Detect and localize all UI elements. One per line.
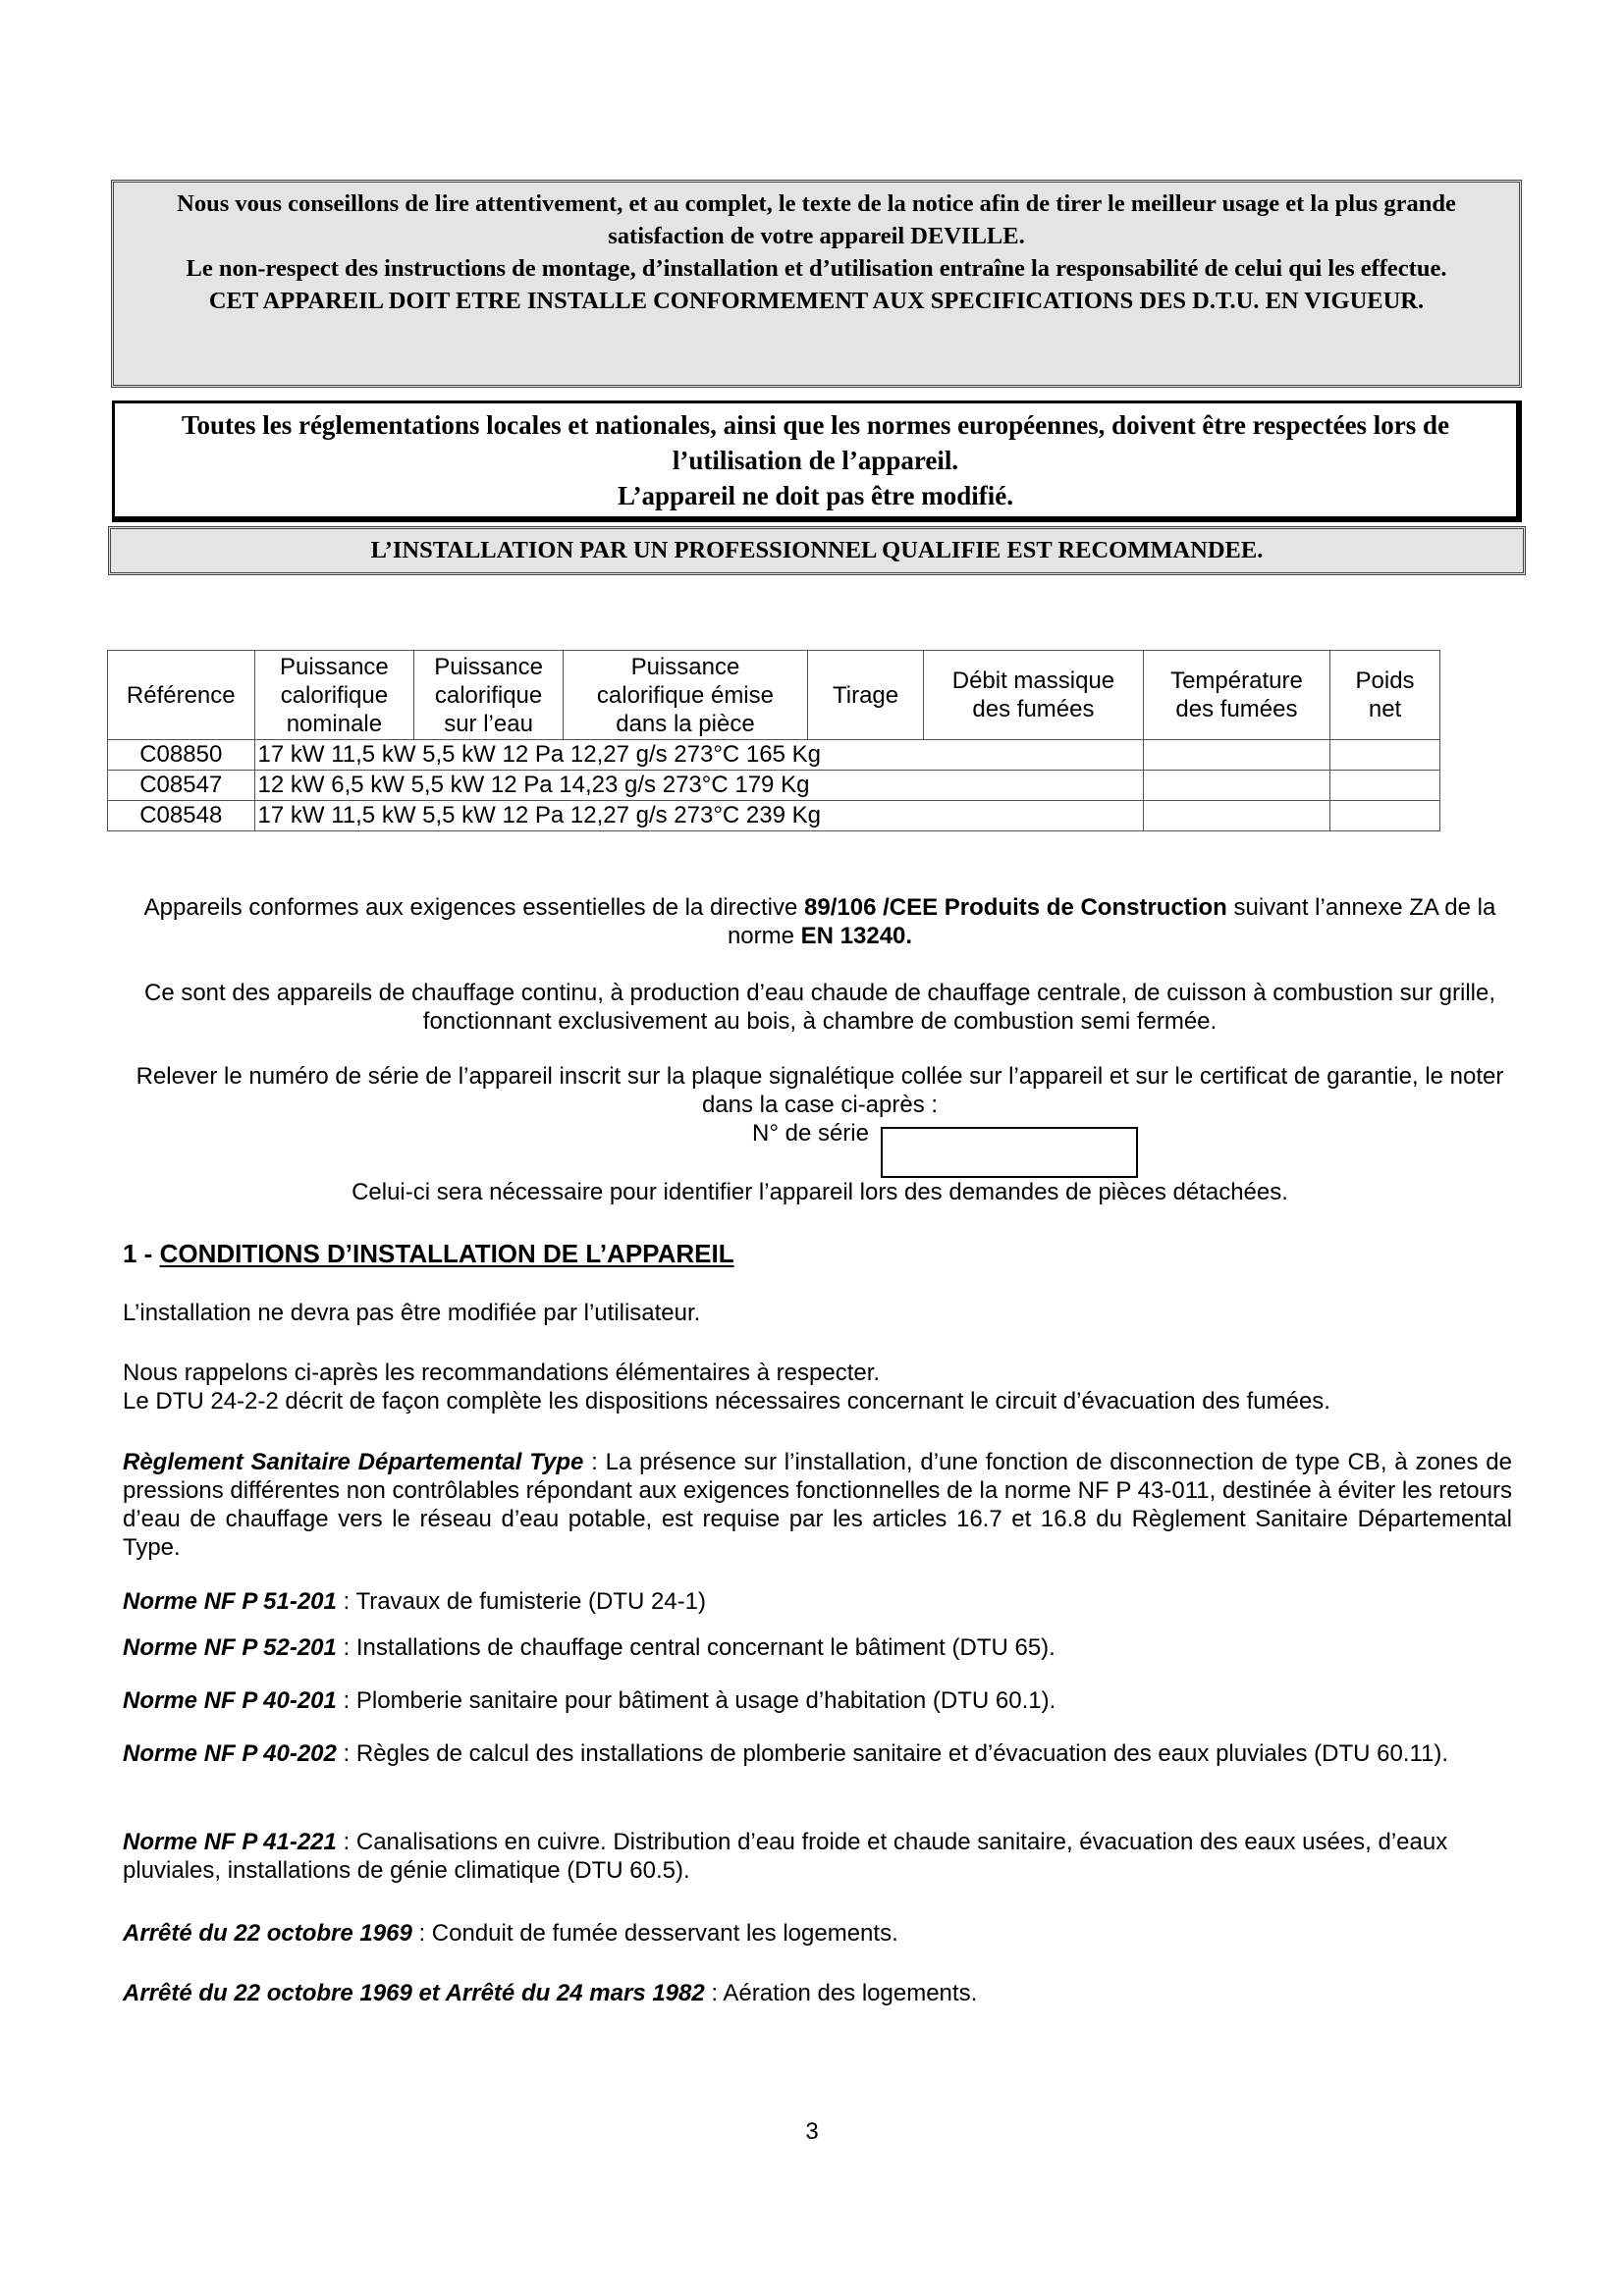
table-row bbox=[108, 740, 1440, 771]
description-paragraph: Ce sont des appareils de chauffage continu, à production d’eau chaude de chauffage centrale, de cuisson à combustion sur grille, fonctionnant exclusivement au bois, à chambre de combustion semi fermée. bbox=[143, 980, 1496, 1035]
norm-item: Norme NF P 40-202 : Règles de calcul des installations de plomberie sanitaire et d’évacuation des eaux pluviales (DTU 60.11). bbox=[123, 1740, 1449, 1767]
notice-box bbox=[111, 180, 1522, 388]
header-room-power: Puissance calorifique émise dans la pièce bbox=[563, 651, 807, 740]
norm-item: Arrêté du 22 octobre 1969 et Arrêté du 24 mars 1982 : Aération des logements. bbox=[123, 1980, 978, 2006]
header-reference: Référence bbox=[108, 651, 255, 740]
notice-line-3: CET APPAREIL DOIT ETRE INSTALLE CONFORMEMENT AUX SPECIFICATIONS DES D.T.U. EN VIGUEUR. bbox=[208, 288, 1425, 314]
serial-label: N° de série bbox=[752, 1120, 869, 1147]
row-values: 17 kW 11,5 kW 5,5 kW 12 Pa 12,27 g/s 273°C 165 Kg bbox=[254, 740, 1143, 771]
norm-item: Norme NF P 51-201 : Travaux de fumisterie (DTU 24-1) bbox=[123, 1588, 706, 1615]
header-nominal-power: Puissance calorifique nominale bbox=[254, 651, 414, 740]
page-number: 3 bbox=[805, 2118, 819, 2145]
header-weight: Poids net bbox=[1330, 651, 1440, 740]
serial-row bbox=[752, 1119, 1138, 1178]
conformity-paragraph: Appareils conformes aux exigences essentielles de la directive 89/106 /CEE Produits de Construction suivant l’annexe ZA de la norme EN 13240. bbox=[143, 894, 1496, 949]
table-row bbox=[108, 771, 1440, 801]
header-draft: Tirage bbox=[808, 651, 924, 740]
professional-text: L’INSTALLATION PAR UN PROFESSIONNEL QUALIFIE EST RECOMMANDEE. bbox=[370, 537, 1264, 563]
header-flow-rate: Débit massique des fumées bbox=[924, 651, 1144, 740]
norm-item: Norme NF P 52-201 : Installations de chauffage central concernant le bâtiment (DTU 65). bbox=[123, 1634, 1056, 1661]
serial-input-box[interactable] bbox=[881, 1127, 1138, 1178]
notice-line-1: Nous vous conseillons de lire attentivement, et au complet, le texte de la notice afin de tirer le meilleur usage et la plus grande satisfaction de votre appareil DEVILLE. bbox=[177, 190, 1456, 249]
row-values: 12 kW 6,5 kW 5,5 kW 12 Pa 14,23 g/s 273°C 179 Kg bbox=[254, 771, 1143, 801]
row-values: 17 kW 11,5 kW 5,5 kW 12 Pa 12,27 g/s 273°C 239 Kg bbox=[254, 801, 1143, 831]
norm-ref: EN 13240. bbox=[800, 923, 913, 949]
regulations-line-1: Toutes les réglementations locales et nationales, ainsi que les normes européennes, doivent être respectées lors de l’utilisation de l’appareil. bbox=[181, 410, 1450, 475]
regulations-box bbox=[112, 400, 1522, 522]
norm-item: Règlement Sanitaire Départemental Type : La présence sur l’installation, d’une fonction de disconnection de type CB, à zones de pressions différentes non contrôlables répondant aux exigences fonctionnelles de la norme NF P 43-011, destinée à éviter les retours d’eau de chauffage vers le réseau d’eau potable, est requise par les articles 16.7 et 16.8 du Règlement Sanitaire Départemental Type. bbox=[123, 1449, 1512, 1561]
table-header-row bbox=[108, 651, 1440, 740]
spec-table bbox=[107, 650, 1440, 831]
norm-item: Arrêté du 22 octobre 1969 : Conduit de fumée desservant les logements. bbox=[123, 1920, 898, 1947]
header-water-power: Puissance calorifique sur l’eau bbox=[414, 651, 564, 740]
norm-item: Norme NF P 41-221 : Canalisations en cuivre. Distribution d’eau froide et chaude sanitaire, évacuation des eaux usées, d’eaux pluviales, installations de génie climatique (DTU 60.5). bbox=[123, 1829, 1448, 1884]
professional-box bbox=[108, 526, 1526, 575]
section-title: CONDITIONS D’INSTALLATION DE L’APPAREIL bbox=[159, 1239, 734, 1268]
paragraph-installation: L’installation ne devra pas être modifiée par l’utilisateur. bbox=[123, 1300, 701, 1326]
serial-instruction: Relever le numéro de série de l’appareil inscrit sur la plaque signalétique collée sur l’appareil et sur le certificat de garantie, le noter dans la case ci-après : bbox=[135, 1063, 1504, 1118]
header-temperature: Température des fumées bbox=[1143, 651, 1329, 740]
row-reference: C08850 bbox=[108, 740, 255, 771]
notice-line-2: Le non-respect des instructions de montage, d’installation et d’utilisation entraîne la responsabilité de celui qui les effectue. bbox=[186, 255, 1447, 282]
norm-item: Norme NF P 40-201 : Plomberie sanitaire pour bâtiment à usage d’habitation (DTU 60.1). bbox=[123, 1687, 1056, 1714]
table-row bbox=[108, 801, 1440, 831]
directive-ref: 89/106 /CEE Produits de Construction bbox=[804, 894, 1227, 921]
paragraph-recommendations: Nous rappelons ci-après les recommandations élémentaires à respecter. Le DTU 24-2-2 décrit de façon complète les dispositions nécessaires concernant le circuit d’évacuation des fumées. bbox=[123, 1360, 1330, 1415]
section-heading: 1 - CONDITIONS D’INSTALLATION DE L’APPAREIL bbox=[123, 1239, 734, 1268]
row-reference: C08548 bbox=[108, 801, 255, 831]
row-reference: C08547 bbox=[108, 771, 255, 801]
regulations-line-2: L’appareil ne doit pas être modifié. bbox=[617, 481, 1013, 510]
serial-note: Celui-ci sera nécessaire pour identifier l’appareil lors des demandes de pièces détachées. bbox=[352, 1179, 1288, 1205]
